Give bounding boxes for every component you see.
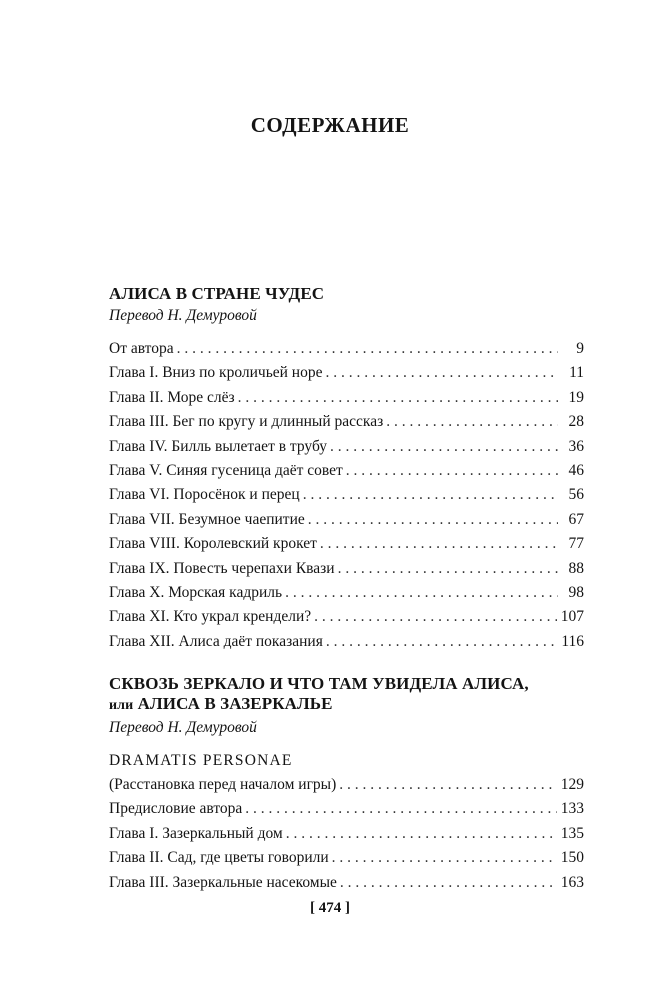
toc-entry[interactable] (109, 337, 584, 361)
translator-credit: Перевод Н. Демуровой (109, 307, 257, 324)
entry-title: Глава III. Бег по кругу и длинный рассказ (109, 413, 384, 431)
dot-leader (314, 605, 557, 629)
heading-conjunction: или (109, 698, 134, 713)
dot-leader (346, 459, 558, 483)
entry-page-number: 98 (568, 583, 584, 601)
dot-leader (285, 581, 558, 605)
entry-title: Глава I. Вниз по кроличьей норе (109, 364, 323, 382)
page-title: СОДЕРЖАНИЕ (250, 113, 410, 137)
toc-entry[interactable] (109, 630, 584, 654)
dot-leader (325, 361, 558, 385)
entry-page-number: 9 (576, 340, 584, 357)
entry-page-number: 107 (560, 608, 584, 626)
toc-entry[interactable] (109, 435, 584, 459)
entry-page-number: 129 (560, 776, 584, 793)
dot-leader (308, 508, 558, 532)
entry-title: Глава II. Море слёз (109, 388, 235, 406)
toc-entry-list (109, 337, 584, 654)
toc-entry[interactable] (109, 410, 584, 434)
entry-page-number: 133 (560, 800, 584, 818)
toc-entry[interactable] (109, 581, 584, 605)
entry-title: Глава VII. Безумное чаепитие (109, 510, 305, 528)
toc-section-alice-wonderland (109, 284, 584, 654)
entry-title: Глава IX. Повесть черепахи Квази (109, 559, 335, 577)
toc-entry[interactable] (109, 532, 584, 556)
entry-page-number: 77 (568, 535, 584, 553)
dot-leader (340, 871, 557, 895)
dot-leader (332, 846, 557, 870)
entry-title: Глава XII. Алиса даёт показания (109, 632, 323, 650)
entry-page-number: 36 (568, 437, 584, 455)
entry-page-number: 11 (569, 364, 584, 382)
entry-title: От автора (109, 340, 174, 357)
toc-entry[interactable] (109, 797, 584, 821)
dot-leader (339, 773, 556, 797)
translator-credit: Перевод Н. Демуровой (109, 719, 257, 736)
dot-leader (320, 532, 558, 556)
entry-page-number: 56 (568, 486, 584, 504)
entry-page-number: 67 (568, 510, 584, 528)
toc-entry[interactable] (109, 605, 584, 629)
entry-title: Глава V. Синяя гусеница даёт совет (109, 461, 343, 479)
entry-page-number: 88 (568, 559, 584, 577)
entry-page-number: 116 (561, 632, 584, 650)
entry-page-number: 46 (568, 461, 584, 479)
entry-page-number: 163 (560, 873, 584, 891)
toc-entry[interactable] (109, 871, 584, 895)
entry-title: Глава I. Зазеркальный дом (109, 824, 283, 842)
dot-leader (326, 630, 557, 654)
entry-title: Глава VI. Поросёнок и перец (109, 486, 300, 504)
entry-title: Глава III. Зазеркальные насекомые (109, 873, 337, 891)
dot-leader (303, 483, 558, 507)
section-heading: СКВОЗЬ ЗЕРКАЛО И ЧТО ТАМ УВИДЕЛА АЛИСА, (109, 674, 529, 693)
toc-section-through-looking-glass (109, 674, 584, 895)
toc-entry[interactable] (109, 557, 584, 581)
entry-page-number: 150 (560, 849, 584, 867)
dot-leader (338, 557, 558, 581)
dot-leader (177, 337, 558, 361)
entry-title: (Расстановка перед началом игры) (109, 776, 337, 793)
toc-entry[interactable] (109, 483, 584, 507)
dot-leader (330, 435, 558, 459)
toc-entry[interactable] (109, 508, 584, 532)
dot-leader (386, 410, 558, 434)
entry-title: Глава X. Морская кадриль (109, 583, 283, 601)
dot-leader (245, 797, 556, 821)
dot-leader (238, 386, 558, 410)
toc-entry[interactable] (109, 822, 584, 846)
section-subheading (109, 694, 584, 716)
section-heading: АЛИСА В СТРАНЕ ЧУДЕС (109, 284, 325, 303)
dot-leader (286, 822, 557, 846)
entry-page-number: 135 (560, 824, 584, 842)
heading-alt-title: АЛИСА В ЗАЗЕРКАЛЬЕ (137, 694, 333, 713)
toc-entry[interactable] (109, 459, 584, 483)
entry-page-number: 28 (568, 413, 584, 431)
entry-title: Глава VIII. Королевский крокет (109, 535, 317, 553)
toc-entry[interactable] (109, 846, 584, 870)
dramatis-personae-heading: DRAMATIS PERSONAE (109, 752, 293, 769)
entry-page-number: 19 (568, 388, 584, 406)
entry-title: Глава II. Сад, где цветы говорили (109, 849, 329, 867)
toc-entry-list (109, 749, 584, 895)
toc-entry[interactable] (109, 361, 584, 385)
toc-entry[interactable] (109, 386, 584, 410)
entry-title: Глава IV. Билль вылетает в трубу (109, 437, 328, 455)
page-number: [ 474 ] (310, 900, 350, 916)
toc-entry[interactable] (109, 773, 584, 797)
entry-title: Предисловие автора (109, 800, 243, 818)
entry-title: Глава XI. Кто украл крендели? (109, 608, 312, 626)
